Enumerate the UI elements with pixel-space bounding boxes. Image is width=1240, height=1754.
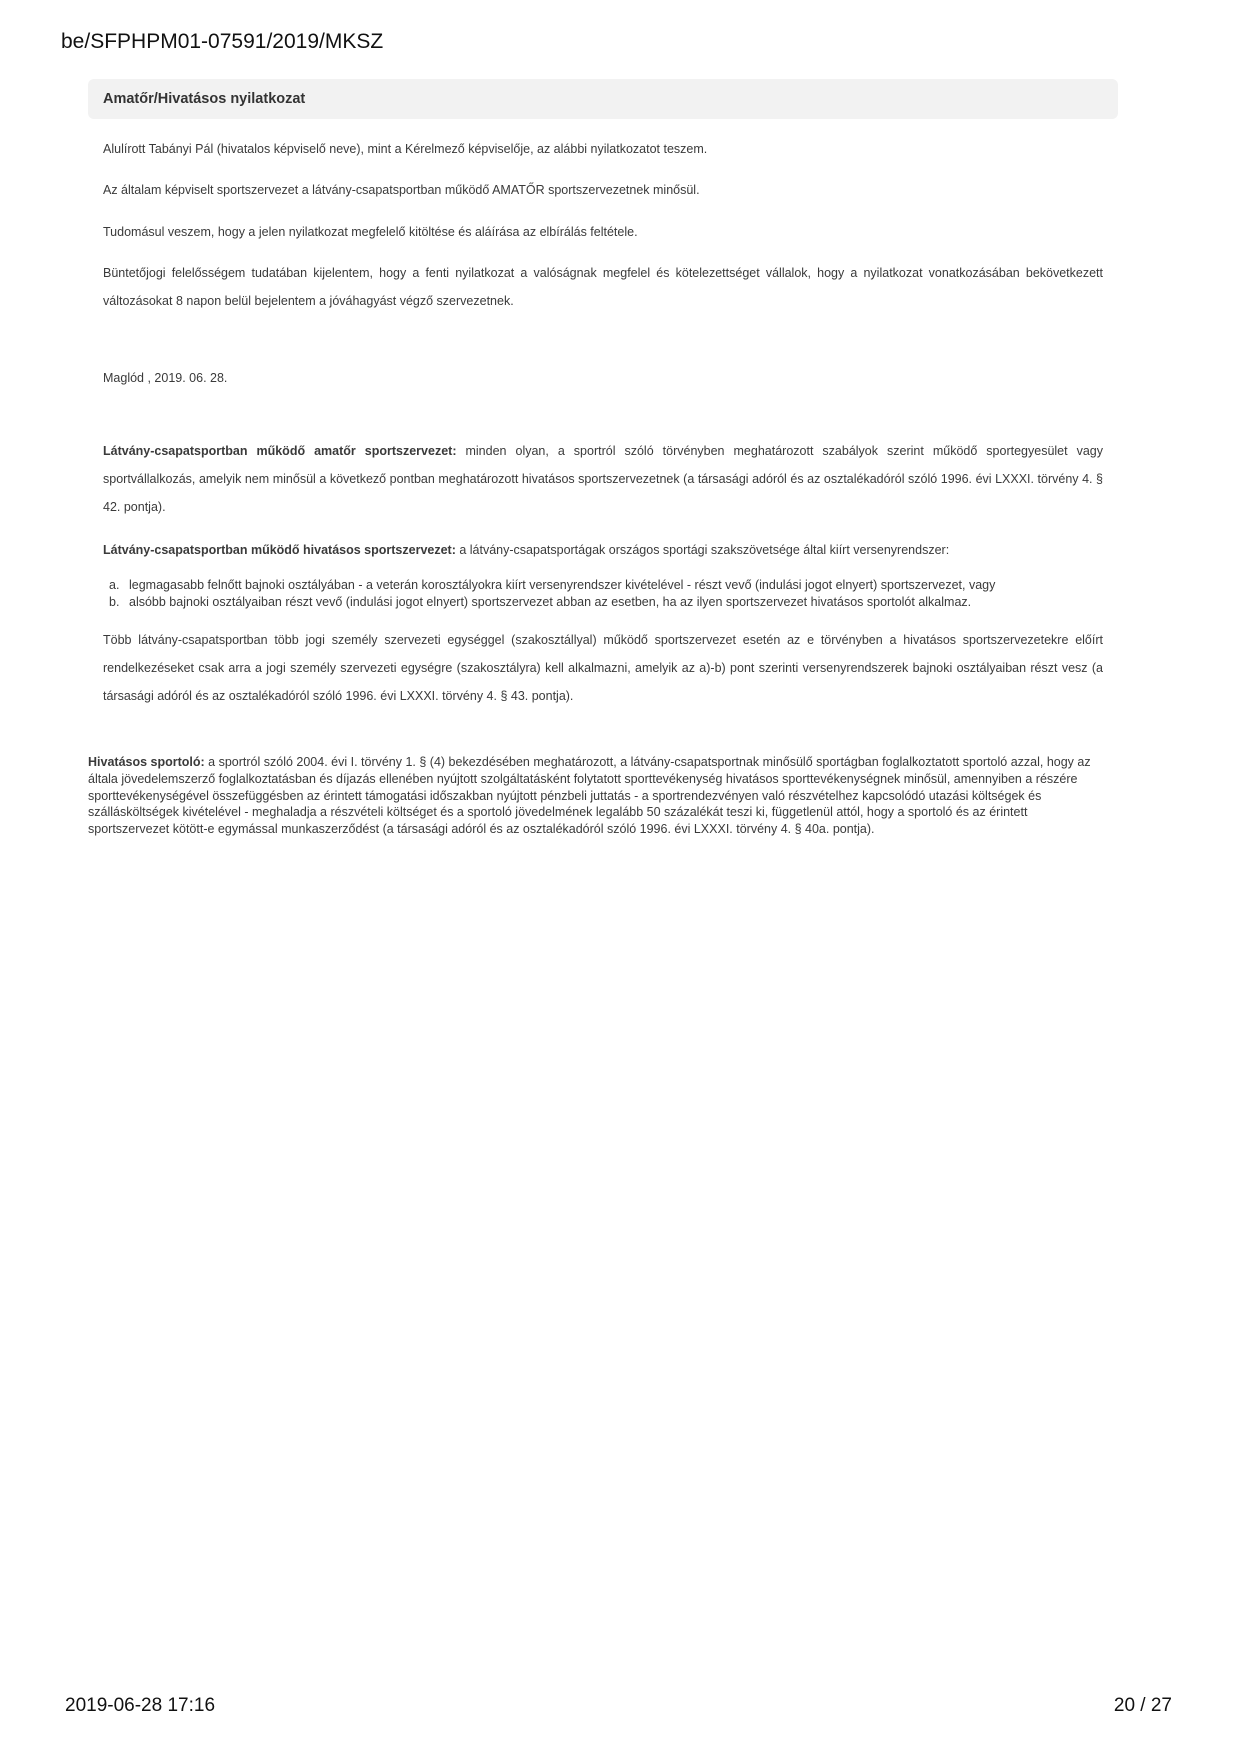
definition-pro-athlete-text: a sportról szóló 2004. évi I. törvény 1. § (4) bekezdésében meghatározott, a látvány-csapatsportnak minősülő sportágban foglalkoztatott sportoló azzal, hogy az általa jövedelemszerző foglalkoztatásban és díjazás ellenében nyújtott szolgáltatásként folytatott sporttevékenység hivatásos sporttevékenységnek minősül, amennyiben a részére sporttevékenységével összefüggésben az érintett támogatási időszakban nyújtott pénzbeli juttatás - a sportrendezvényen való részvételhez kapcsolódó utazási költségek és szállásköltségek kivételével - meghaladja a részvételi költséget és a sportoló jövedelmének legalább 50 százalékát teszi ki, függetlenül attól, hogy a sportoló és az érintett sportszervezet kötött-e egymással munkaszerződést (a társasági adóról és az osztalékadóról szóló 1996. évi LXXXI. törvény 4. § 40a. pontja). [88, 755, 1091, 837]
definition-amateur-text: minden olyan, a sportról szóló törvényben meghatározott szabályok szerint működő sportegyesület vagy sportvállalkozás, amelyik nem minősül a következő pontban meghatározott hivatásos sportszervezetnek (a társasági adóról és az osztalékadóról szóló 1996. évi LXXXI. törvény 4. § 42. pontja). [103, 444, 1104, 514]
statement-amateur-status: Az általam képviselt sportszervezet a látvány-csapatsportban működő AMATŐR sportszervezetnek minősül. [103, 183, 700, 197]
statement-representative: Alulírott Tabányi Pál (hivatalos képviselő neve), mint a Kérelmező képviselője, az alábbi nyilatkozatot teszem. [103, 142, 708, 156]
page-number: 20 / 27 [1113, 1695, 1172, 1716]
list-marker: a. [109, 578, 120, 592]
definition-multi-entity: Több látvány-csapatsportban több jogi személy szervezeti egységgel (szakosztállyal) működő sportszervezet esetén az e törvényben a hivatásos sportszervezetekre előírt rendelkezéseket csak arra a jogi személy szervezeti egységre (szakosztályra) kell alkalmazni, amelyik az a)-b) pont szerinti versenyrendszerek bajnoki osztályaiban részt vesz (a társasági adóról és az osztalékadóról szóló 1996. évi LXXXI. törvény 4. § 43. pontja). [103, 633, 1103, 703]
place-date: Maglód , 2019. 06. 28. [103, 371, 228, 385]
definition-professional [103, 541, 1103, 559]
definition-professional-term: Látvány-csapatsportban működő hivatásos sportszervezet: [103, 543, 456, 557]
list-marker: b. [109, 595, 120, 609]
list-item-text: legmagasabb felnőtt bajnoki osztályában - a veterán korosztályokra kiírt versenyrendszer kivételével - részt vevő (indulási jogot elnyert) sportszervezet, vagy [129, 578, 996, 592]
section-title: Amatőr/Hivatásos nyilatkozat [88, 79, 1118, 119]
definition-pro-athlete-term: Hivatásos sportoló: [88, 755, 205, 769]
statement-acknowledgement: Tudomásul veszem, hogy a jelen nyilatkozat megfelelő kitöltése és aláírása az elbírálás feltétele. [103, 225, 638, 239]
list-item [103, 594, 1103, 611]
list-item-text: alsóbb bajnoki osztályaiban részt vevő (indulási jogot elnyert) sportszervezet abban az esetben, ha az ilyen sportszervezet hivatásos sportolót alkalmaz. [129, 595, 972, 609]
document-id: be/SFPHPM01-07591/2019/MKSZ [61, 30, 384, 53]
footer-timestamp: 2019-06-28 17:16 [65, 1695, 216, 1716]
definition-professional-text: a látvány-csapatsportágak országos sportági szakszövetsége által kiírt versenyrendszer: [455, 543, 950, 557]
statement-liability: Büntetőjogi felelősségem tudatában kijelentem, hogy a fenti nyilatkozat a valóságnak megfelel és kötelezettséget vállalok, hogy a nyilatkozat vonatkozásában bekövetkezett változásokat 8 napon belül bejelentem a jóváhagyást végző szervezetnek. [103, 266, 1103, 308]
definition-pro-athlete [88, 754, 1108, 838]
professional-criteria-list [103, 577, 1103, 611]
definition-amateur [103, 437, 1103, 521]
definition-amateur-term: Látvány-csapatsportban működő amatőr sportszervezet: [103, 444, 457, 458]
list-item [103, 577, 1103, 594]
